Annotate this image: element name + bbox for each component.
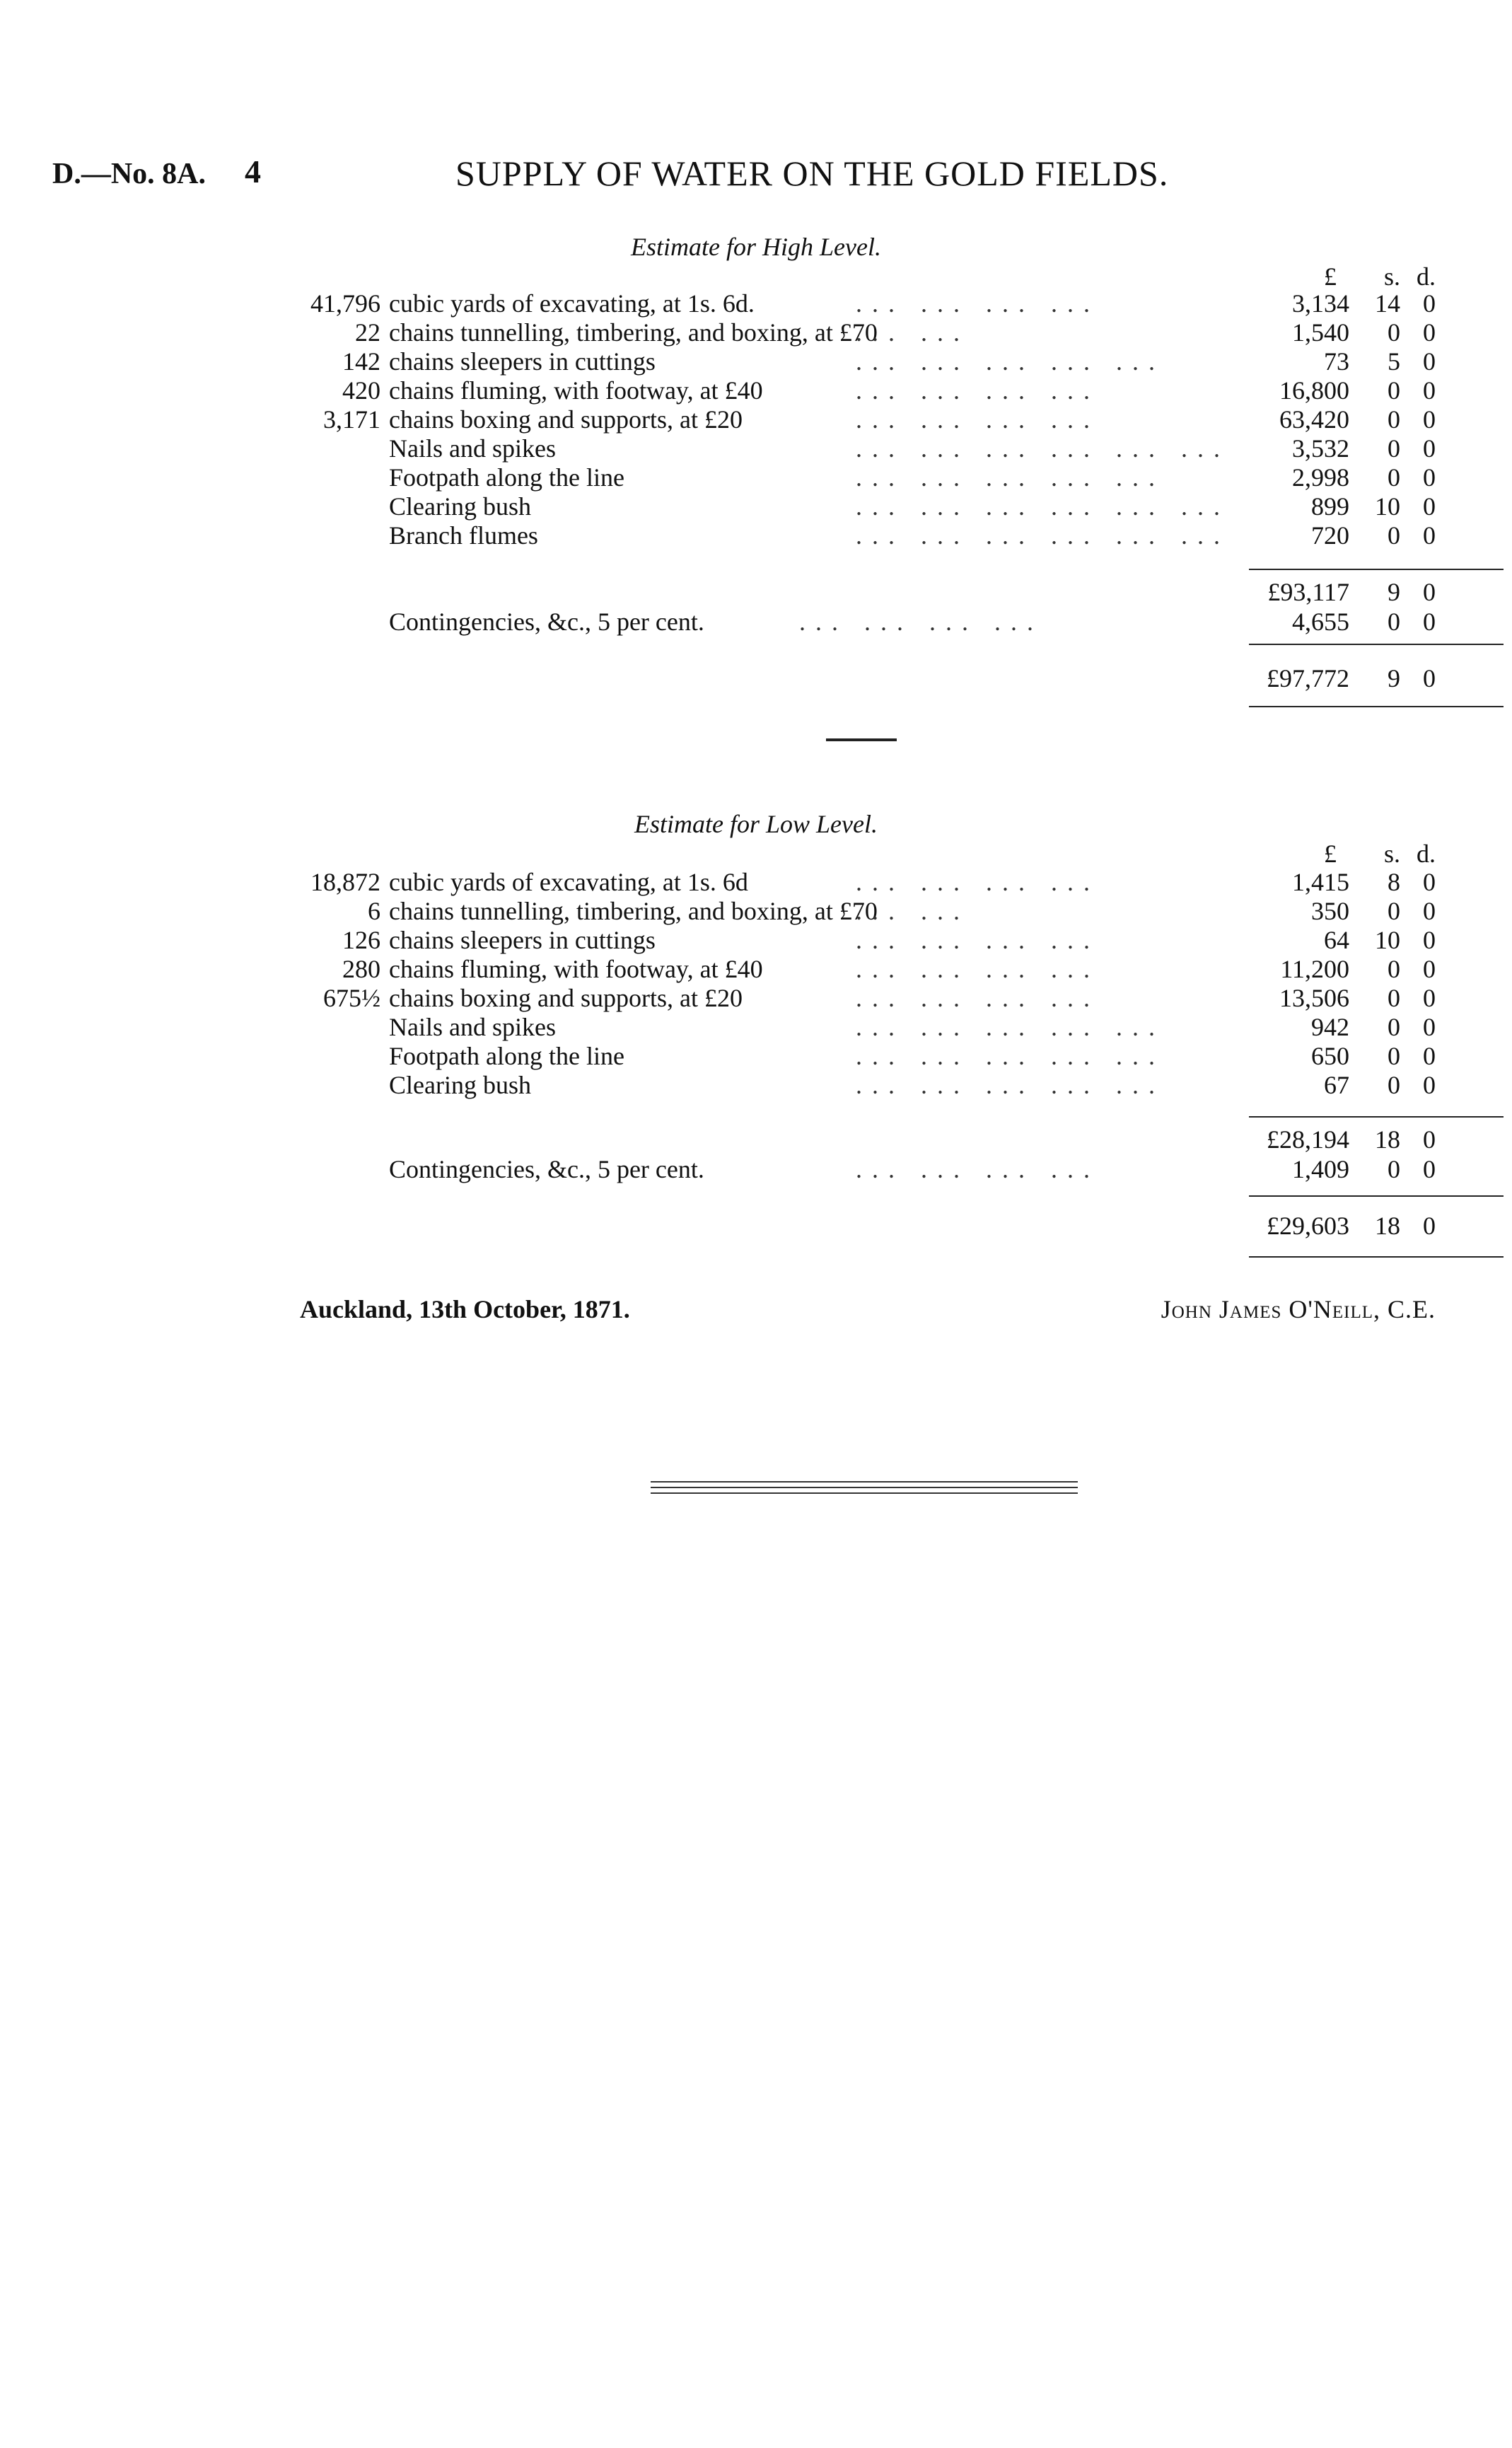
shillings-header: s. <box>1383 262 1400 291</box>
low-total-underline <box>1249 1256 1504 1258</box>
item-pounds: 73 <box>1324 347 1349 376</box>
item-description: chains fluming, with footway, at £40 <box>389 955 763 983</box>
item-pence: 0 <box>1423 1042 1436 1070</box>
item-shillings: 10 <box>1375 926 1400 954</box>
item-quantity: 41,796 <box>310 289 380 318</box>
low-total-rule <box>1249 1195 1504 1197</box>
item-description: chains sleepers in cuttings <box>389 347 656 376</box>
item-description: Nails and spikes <box>389 1013 556 1041</box>
item-pence: 0 <box>1423 984 1436 1012</box>
high-total-pence: 0 <box>1423 664 1436 692</box>
high-column-headers <box>0 262 1512 291</box>
item-pence: 0 <box>1423 1071 1436 1099</box>
table-row <box>0 867 1512 897</box>
item-description: cubic yards of excavating, at 1s. 6d. <box>389 289 755 318</box>
item-shillings: 0 <box>1388 1042 1400 1070</box>
low-subtotal-pence: 0 <box>1423 1125 1436 1154</box>
leader-dots: ... ... ... ... ... <box>856 347 1165 376</box>
item-quantity: 142 <box>342 347 380 376</box>
low-level-heading: Estimate for Low Level. <box>634 810 878 838</box>
item-quantity: 22 <box>355 318 380 347</box>
item-shillings: 10 <box>1375 492 1400 521</box>
table-row <box>0 954 1512 984</box>
table-row <box>0 492 1512 521</box>
page-number: 4 <box>245 153 261 190</box>
table-row <box>0 1041 1512 1071</box>
high-contingencies-label: Contingencies, &c., 5 per cent. <box>389 608 704 636</box>
table-row <box>0 521 1512 550</box>
table-row <box>0 896 1512 926</box>
section-divider <box>826 738 897 741</box>
item-shillings: 8 <box>1388 868 1400 896</box>
item-quantity: 126 <box>342 926 380 954</box>
item-pounds: 67 <box>1324 1071 1349 1099</box>
item-pence: 0 <box>1423 926 1436 954</box>
item-pounds: 1,415 <box>1292 868 1349 896</box>
item-pounds: 2,998 <box>1292 463 1349 492</box>
end-rule-bottom <box>651 1492 1078 1494</box>
item-shillings: 0 <box>1388 521 1400 550</box>
high-subtotal-rule <box>1249 569 1504 570</box>
low-column-headers <box>0 839 1512 869</box>
item-shillings: 0 <box>1388 955 1400 983</box>
low-contingencies-label: Contingencies, &c., 5 per cent. <box>389 1155 704 1183</box>
low-subtotal-shillings: 18 <box>1375 1125 1400 1154</box>
low-contingencies-pence: 0 <box>1423 1155 1436 1183</box>
leader-dots: ... ... ... ... <box>856 376 1100 405</box>
item-pounds: 64 <box>1324 926 1349 954</box>
item-shillings: 14 <box>1375 289 1400 318</box>
item-quantity: 6 <box>368 897 380 925</box>
item-pence: 0 <box>1423 521 1436 550</box>
pence-header: d. <box>1417 262 1436 291</box>
low-subtotal-rule <box>1249 1116 1504 1118</box>
low-contingencies-shillings: 0 <box>1388 1155 1400 1183</box>
table-row <box>0 318 1512 347</box>
item-pence: 0 <box>1423 434 1436 463</box>
table-row <box>0 983 1512 1013</box>
leader-dots: ... ... ... ... ... ... <box>856 521 1230 550</box>
item-pounds: 650 <box>1311 1042 1349 1070</box>
item-description: Footpath along the line <box>389 463 624 492</box>
leader-dots: ... ... ... ... <box>856 926 1100 954</box>
item-pence: 0 <box>1423 897 1436 925</box>
low-total-shillings: 18 <box>1375 1212 1400 1240</box>
item-pence: 0 <box>1423 376 1436 405</box>
item-pence: 0 <box>1423 492 1436 521</box>
item-pounds: 1,540 <box>1292 318 1349 347</box>
leader-dots: ... ... ... ... <box>856 868 1100 896</box>
item-pounds: 16,800 <box>1279 376 1349 405</box>
high-total-rule <box>1249 644 1504 645</box>
item-pounds: 11,200 <box>1280 955 1349 983</box>
item-shillings: 0 <box>1388 984 1400 1012</box>
high-level-heading: Estimate for High Level. <box>631 233 881 261</box>
table-row <box>0 925 1512 955</box>
leader-dots: ... ... <box>856 897 970 925</box>
table-row <box>0 434 1512 463</box>
high-subtotal-pence: 0 <box>1423 578 1436 606</box>
place-date: Auckland, 13th October, 1871. <box>300 1295 630 1323</box>
item-pence: 0 <box>1423 347 1436 376</box>
item-description: chains tunnelling, timbering, and boxing, at £70 <box>389 897 878 925</box>
item-shillings: 0 <box>1388 1013 1400 1041</box>
item-description: chains boxing and supports, at £20 <box>389 984 743 1012</box>
high-contingencies-pounds: 4,655 <box>1292 608 1349 636</box>
pence-header: d. <box>1417 840 1436 868</box>
low-contingencies-row <box>0 1154 1512 1184</box>
item-quantity: 280 <box>342 955 380 983</box>
low-contingencies-pounds: 1,409 <box>1292 1155 1349 1183</box>
table-row <box>0 347 1512 376</box>
leader-dots: ... ... <box>856 318 970 347</box>
high-subtotal-shillings: 9 <box>1388 578 1400 606</box>
high-subtotal-row <box>0 577 1512 607</box>
shillings-header: s. <box>1383 840 1400 868</box>
table-row <box>0 1012 1512 1042</box>
leader-dots: ... ... ... ... <box>856 955 1100 983</box>
item-description: Clearing bush <box>389 1071 531 1099</box>
leader-dots: ... ... ... ... <box>856 405 1100 434</box>
item-description: Nails and spikes <box>389 434 556 463</box>
item-description: Branch flumes <box>389 521 538 550</box>
high-contingencies-shillings: 0 <box>1388 608 1400 636</box>
item-shillings: 0 <box>1388 318 1400 347</box>
item-pounds: 942 <box>1311 1013 1349 1041</box>
signature: John James O'Neill, C.E. <box>1161 1295 1436 1323</box>
table-row <box>0 463 1512 492</box>
low-total-row <box>0 1211 1512 1241</box>
table-row <box>0 1070 1512 1100</box>
low-total-pounds: £29,603 <box>1267 1212 1349 1240</box>
item-pence: 0 <box>1423 405 1436 434</box>
low-subtotal-pounds: £28,194 <box>1267 1125 1349 1154</box>
leader-dots: ... ... ... ... ... <box>856 1071 1165 1099</box>
leader-dots: ... ... ... ... <box>856 1155 1100 1183</box>
leader-dots: ... ... ... ... <box>856 984 1100 1012</box>
end-rule-middle <box>651 1487 1078 1488</box>
item-shillings: 0 <box>1388 897 1400 925</box>
leader-dots: ... ... ... ... ... ... <box>856 434 1230 463</box>
item-shillings: 0 <box>1388 376 1400 405</box>
high-contingencies-pence: 0 <box>1423 608 1436 636</box>
item-pence: 0 <box>1423 868 1436 896</box>
item-description: cubic yards of excavating, at 1s. 6d <box>389 868 748 896</box>
item-pounds: 3,134 <box>1292 289 1349 318</box>
item-quantity: 18,872 <box>310 868 380 896</box>
item-description: chains tunnelling, timbering, and boxing, at £70 <box>389 318 878 347</box>
item-shillings: 0 <box>1388 463 1400 492</box>
item-description: chains fluming, with footway, at £40 <box>389 376 763 405</box>
high-total-pounds: £97,772 <box>1267 664 1349 692</box>
pounds-header: £ <box>1324 262 1337 291</box>
item-pence: 0 <box>1423 463 1436 492</box>
item-shillings: 5 <box>1388 347 1400 376</box>
leader-dots: ... ... ... ... <box>856 289 1100 318</box>
item-quantity: 3,171 <box>323 405 380 434</box>
high-subtotal-pounds: £93,117 <box>1267 578 1349 606</box>
item-pence: 0 <box>1423 955 1436 983</box>
leader-dots: ... ... ... ... ... <box>856 463 1165 492</box>
high-total-row <box>0 663 1512 693</box>
item-pence: 0 <box>1423 1013 1436 1041</box>
leader-dots: ... ... ... ... ... <box>856 1013 1165 1041</box>
item-pence: 0 <box>1423 289 1436 318</box>
item-pounds: 350 <box>1311 897 1349 925</box>
item-description: Footpath along the line <box>389 1042 624 1070</box>
leader-dots: ... ... ... ... ... ... <box>856 492 1230 521</box>
high-total-underline <box>1249 706 1504 707</box>
leader-dots: ... ... ... ... ... <box>856 1042 1165 1070</box>
item-pounds: 720 <box>1311 521 1349 550</box>
item-description: chains sleepers in cuttings <box>389 926 656 954</box>
item-shillings: 0 <box>1388 434 1400 463</box>
item-shillings: 0 <box>1388 1071 1400 1099</box>
item-description: Clearing bush <box>389 492 531 521</box>
item-description: chains boxing and supports, at £20 <box>389 405 743 434</box>
item-quantity: 675½ <box>323 984 380 1012</box>
end-rule-top <box>651 1481 1078 1483</box>
high-contingencies-row <box>0 607 1512 637</box>
document-reference: D.—No. 8A. <box>52 158 206 190</box>
leader-dots: ... ... ... ... <box>799 608 1043 636</box>
table-row <box>0 405 1512 434</box>
item-pounds: 63,420 <box>1279 405 1349 434</box>
pounds-header: £ <box>1324 840 1337 868</box>
table-row <box>0 289 1512 318</box>
item-pence: 0 <box>1423 318 1436 347</box>
low-subtotal-row <box>0 1125 1512 1154</box>
table-row <box>0 376 1512 405</box>
item-pounds: 3,532 <box>1292 434 1349 463</box>
item-quantity: 420 <box>342 376 380 405</box>
item-pounds: 13,506 <box>1279 984 1349 1012</box>
page-title: SUPPLY OF WATER ON THE GOLD FIELDS. <box>455 153 1169 193</box>
low-total-pence: 0 <box>1423 1212 1436 1240</box>
high-total-shillings: 9 <box>1388 664 1400 692</box>
item-shillings: 0 <box>1388 405 1400 434</box>
item-pounds: 899 <box>1311 492 1349 521</box>
